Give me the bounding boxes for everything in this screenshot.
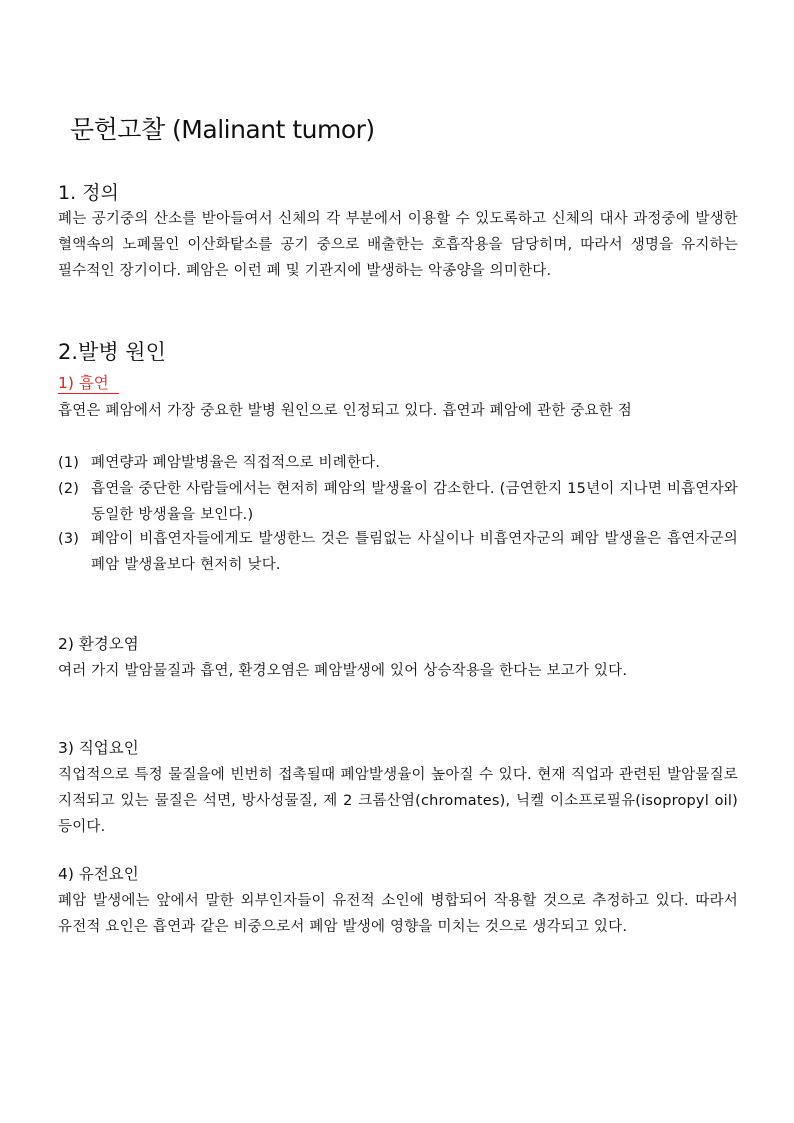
smoking-intro-paragraph: 흡연은 폐암에서 가장 중요한 발병 원인으로 인정되고 있다. 흡연과 폐암에 관한 중요한 점: [58, 403, 632, 419]
subheading-environment: 2) 환경오염: [58, 635, 139, 653]
occupation-paragraph: 직업적으로 특정 물질을에 빈번히 접촉될때 폐암발생율이 높아질 수 있다. 현재 직업과 관련된 발암물질로 지적되고 있는 물질은 석면, 방사성물질, 제 2 크롬산염(chromates), 닉켈 이소프로필유(isopropyl oil)등이다.: [58, 767, 738, 835]
section-heading-definition: 1. 정의: [58, 182, 119, 204]
environment-paragraph: 여러 가지 발암물질과 흡연, 환경오염은 폐암발생에 있어 상승작용을 한다는 보고가 있다.: [58, 663, 628, 679]
subheading-occupation: 3) 직업요인: [58, 739, 139, 757]
list-item-number: (3): [58, 531, 80, 547]
list-item: [58, 526, 738, 578]
section-heading-causes: 2.발병 원인: [58, 340, 166, 364]
list-item-text: 흡연을 중단한 사람들에서는 현저히 폐암의 발생율이 감소한다. (금연한지 15년이 지나면 비흡연자와 동일한 방생율을 보인다.): [91, 481, 738, 523]
list-item: [58, 476, 738, 528]
list-item-number: (1): [58, 455, 80, 471]
document-title: 문헌고찰 (Malinant tumor): [70, 115, 375, 144]
list-item-text: 폐연량과 폐암발병율은 직접적으로 비례한다.: [91, 455, 381, 471]
genetic-paragraph: 폐암 발생에는 앞에서 말한 외부인자들이 유전적 소인에 병합되어 작용할 것으로 추정하고 있다. 따라서 유전적 요인은 흡연과 같은 비중으로서 폐암 발생에 영향을 미치는 것으로 생각되고 있다.: [58, 893, 738, 935]
definition-paragraph: 폐는 공기중의 산소를 받아들여서 신체의 각 부분에서 이용할 수 있도록하고 신체의 대사 과정중에 발생한 혈액속의 노폐물인 이산화탙소를 공기 중으로 배출한는 호흡작용을 담당히며, 따라서 생명을 유지하는 필수적인 장기이다. 폐암은 이런 폐 및 기관지에 발생하는 악종양을 의미한다.: [58, 211, 738, 279]
list-item: [58, 450, 738, 476]
subheading-smoking: 1) 흡연: [58, 373, 119, 394]
list-item-text: 폐암이 비흡연자들에게도 발생한느 것은 틀림없는 사실이나 비흡연자군의 폐암 발생율은 흡연자군의 폐암 발생율보다 현저히 낮다.: [91, 531, 738, 573]
list-item-number: (2): [58, 481, 80, 497]
subheading-genetic: 4) 유전요인: [58, 865, 139, 883]
